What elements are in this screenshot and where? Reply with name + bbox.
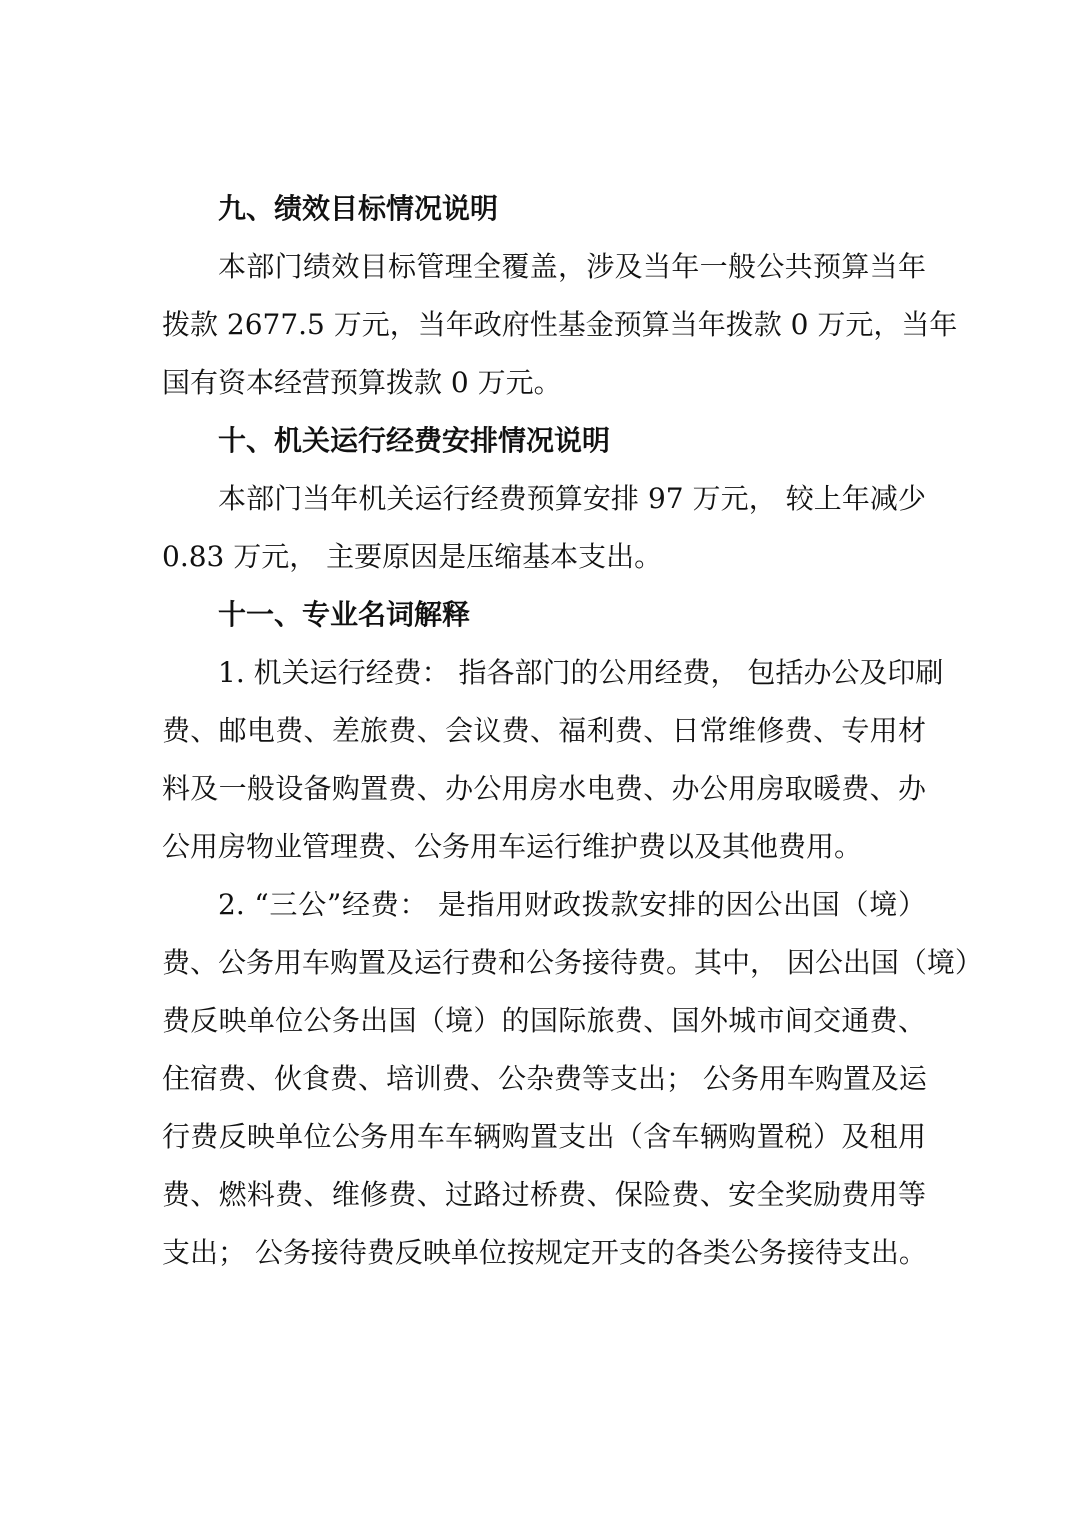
text-line: 支出； 公务接待费反映单位按规定开支的各类公务接待支出。 [162,1236,927,1269]
text-line: 国有资本经营预算拨款 0 万元。 [162,366,562,399]
text-line: 行费反映单位公务用车车辆购置支出（含车辆购置税）及租用 [162,1120,926,1153]
text-line: 拨款 2677.5 万元，当年政府性基金预算当年拨款 0 万元，当年 [162,308,958,341]
text-line: 料及一般设备购置费、办公用房水电费、办公用房取暖费、办 [162,772,926,805]
text-line: 费、公务用车购置及运行费和公务接待费。其中， 因公出国（境） [162,946,983,979]
text-line: 公用房物业管理费、公务用车运行维护费以及其他费用。 [162,830,863,863]
paragraph-glossary-three-public-expenses [162,876,983,1282]
text-line: 2. “三公”经费： 是指用财政拨款安排的因公出国（境） [218,888,926,921]
section-heading-operating-funds: 十、机关运行经费安排情况说明 [218,424,611,457]
text-line: 1. 机关运行经费： 指各部门的公用经费， 包括办公及印刷 [218,656,944,689]
text-line: 费、邮电费、差旅费、会议费、福利费、日常维修费、专用材 [162,714,926,747]
section-heading-glossary: 十一、专业名词解释 [218,598,471,631]
paragraph-operating-funds [162,470,926,586]
text-line: 本部门当年机关运行经费预算安排 97 万元， 较上年减少 [218,482,926,515]
text-line: 本部门绩效目标管理全覆盖，涉及当年一般公共预算当年 [218,250,926,283]
section-heading-performance-goals: 九、绩效目标情况说明 [218,192,499,225]
text-line: 费反映单位公务出国（境）的国际旅费、国外城市间交通费、 [162,1004,926,1037]
document-body [162,180,983,1282]
text-line: 住宿费、伙食费、培训费、公杂费等支出； 公务用车购置及运 [162,1062,927,1095]
text-line: 0.83 万元， 主要原因是压缩基本支出。 [162,540,663,573]
paragraph-glossary-operating-funds [162,644,944,876]
text-line: 费、燃料费、维修费、过路过桥费、保险费、安全奖励费用等 [162,1178,926,1211]
paragraph-performance-goals [162,238,958,412]
